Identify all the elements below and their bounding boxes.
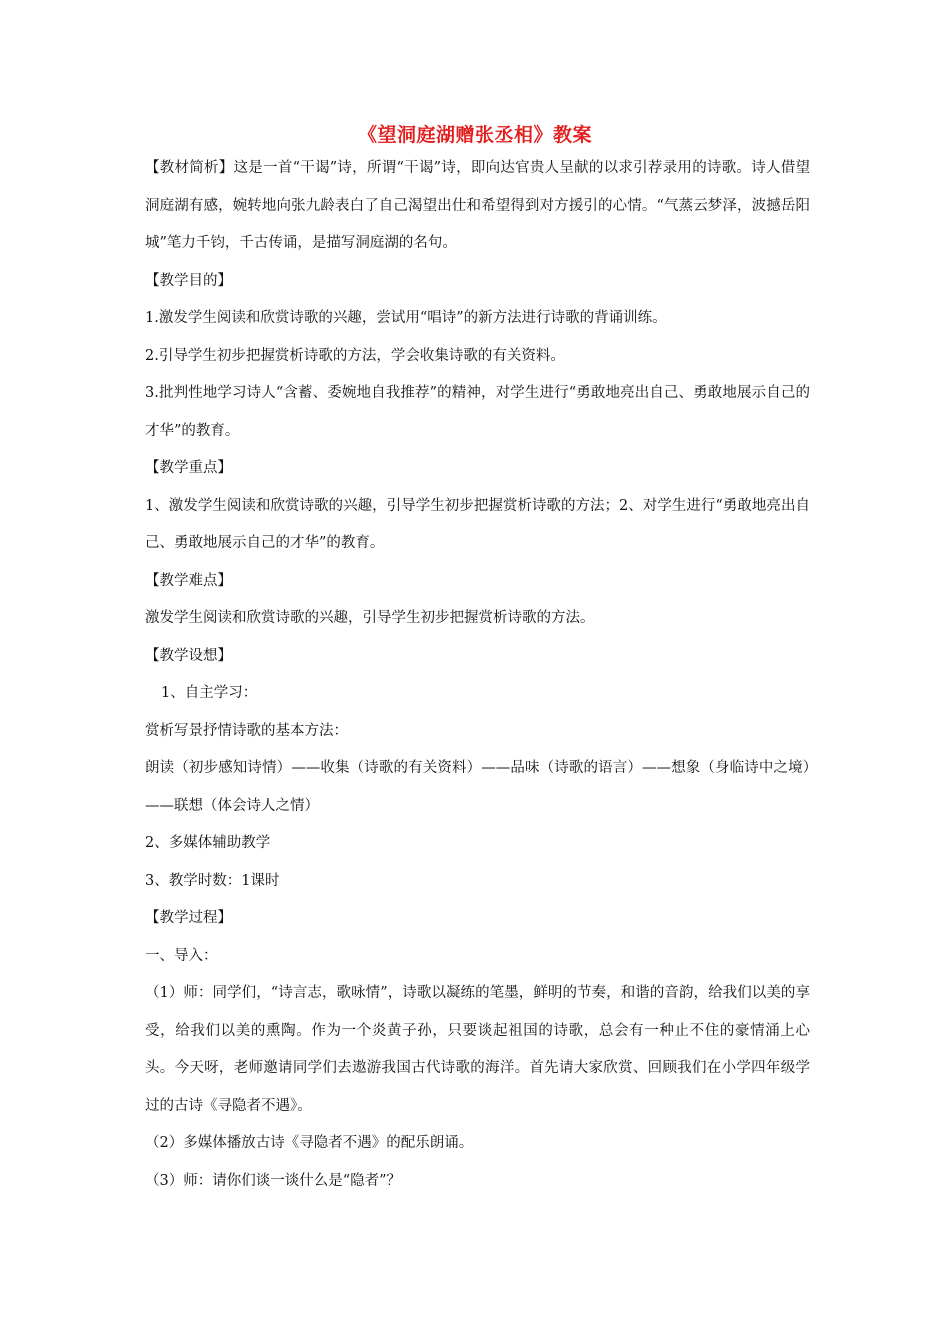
intro-heading: 一、导入： bbox=[145, 947, 218, 964]
difficulties-heading: 【教学难点】 bbox=[145, 572, 232, 589]
page-title: 《望洞庭湖赠张丞相》教案 bbox=[357, 124, 592, 146]
design-heading: 【教学设想】 bbox=[145, 647, 232, 664]
intro-step-2: （2）多媒体播放古诗《寻隐者不遇》的配乐朗诵。 bbox=[145, 1135, 474, 1151]
textbook-analysis-paragraph: 【教材简析】这是一首“干谒”诗，所谓“干谒”诗，即向达官贵人呈献的以求引荐录用的诗歌。诗人借望洞庭湖有感，婉转地向张九龄表白了自己渴望出仕和希望得到对方援引的心情。“气蒸云梦泽，波撼岳阳城”笔力千钧，千古传诵，是描写洞庭湖的名句。 bbox=[145, 160, 810, 251]
design-item-1: 1、自主学习： bbox=[161, 685, 258, 701]
method-intro: 赏析写景抒情诗歌的基本方法： bbox=[145, 722, 348, 739]
process-heading: 【教学过程】 bbox=[145, 910, 232, 926]
document-body bbox=[145, 150, 810, 1200]
goal-1: 1.激发学生阅读和欣赏诗歌的兴趣，尝试用“唱诗”的新方法进行诗歌的背诵训练。 bbox=[145, 310, 667, 326]
teaching-goals-heading: 【教学目的】 bbox=[145, 272, 232, 289]
method-steps: 朗读（初步感知诗情）——收集（诗歌的有关资料）——品味（诗歌的语言）——想象（身临诗中之境）——联想（体会诗人之情） bbox=[145, 760, 810, 814]
key-points-heading: 【教学重点】 bbox=[145, 460, 232, 476]
key-points-text: 1、激发学生阅读和欣赏诗歌的兴趣，引导学生初步把握赏析诗歌的方法；2、对学生进行“勇敢地亮出自己、勇敢地展示自己的才华”的教育。 bbox=[145, 497, 810, 551]
goal-3: 3.批判性地学习诗人“含蓄、委婉地自我推荐”的精神，对学生进行“勇敢地亮出自己、勇敢地展示自己的才华”的教育。 bbox=[145, 385, 810, 439]
intro-step-1: （1）师：同学们，“诗言志，歌咏情”，诗歌以凝练的笔墨，鲜明的节奏，和谐的音韵，给我们以美的享受，给我们以美的熏陶。作为一个炎黄子孙，只要谈起祖国的诗歌，总会有一种止不住的豪情涌上心头。今天呀，老师邀请同学们去遨游我国古代诗歌的海洋。首先请大家欣赏、回顾我们在小学四年级学过的古诗《寻隐者不遇》。 bbox=[145, 985, 810, 1114]
intro-step-3: （3）师：请你们谈一谈什么是“隐者”？ bbox=[145, 1172, 402, 1189]
difficulties-text: 激发学生阅读和欣赏诗歌的兴趣，引导学生初步把握赏析诗歌的方法。 bbox=[145, 610, 595, 626]
design-item-3: 3、教学时数：1课时 bbox=[145, 872, 280, 889]
goal-2: 2.引导学生初步把握赏析诗歌的方法，学会收集诗歌的有关资料。 bbox=[145, 347, 565, 364]
design-item-2: 2、多媒体辅助教学 bbox=[145, 835, 271, 851]
